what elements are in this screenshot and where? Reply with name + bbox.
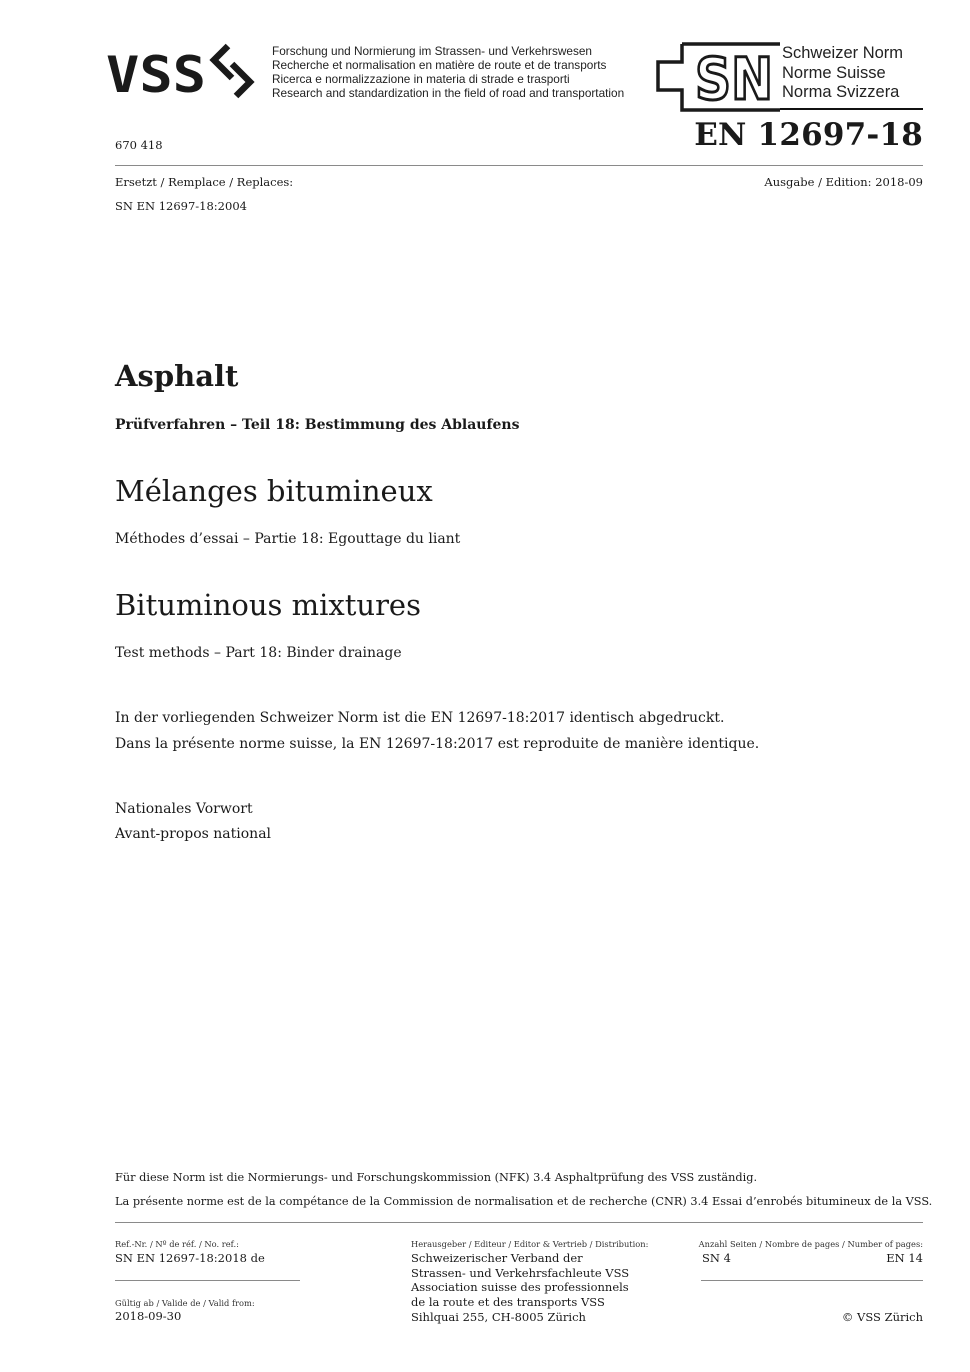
vss-tagline-line: Forschung und Normierung im Strassen- und Verkehrswesen [272, 44, 592, 58]
pages-sn: SN 4 [702, 1251, 731, 1265]
subtitle-en: Test methods – Part 18: Binder drainage [115, 645, 402, 661]
valid-from-value: 2018-09-30 [115, 1309, 182, 1323]
title-fr: Mélanges bitumineux [115, 474, 433, 508]
publisher-line: de la route et des transports VSS [411, 1295, 605, 1310]
sn-name-it: Norma Svizzera [782, 83, 900, 101]
doc-number: 670 418 [115, 138, 163, 152]
standard-id: EN 12697-18 [694, 117, 923, 153]
publisher-line: Schweizerischer Verband der [411, 1251, 583, 1265]
sn-name-de: Schweizer Norm [782, 44, 904, 62]
statement-fr: Dans la présente norme suisse, la EN 12697-18:2017 est reproduite de manière identique. [115, 736, 760, 752]
vss-logo [106, 42, 266, 100]
sn-underline [780, 108, 923, 110]
vss-tagline-line: Recherche et normalisation en matière de route et de transports [272, 58, 607, 72]
vss-tagline-line: Ricerca e normalizzazione in materia di strade e trasporti [272, 72, 570, 86]
sn-logo [656, 42, 780, 112]
responsibility-fr: La présente norme est de la compétance de la Commission de normalisation et de recherche (CNR) 3.4 Essai d’enrobés bitumineux de la VSS. [115, 1195, 933, 1208]
statement-de: In der vorliegenden Schweizer Norm ist die EN 12697-18:2017 identisch abgedruckt. [115, 710, 725, 726]
pages-label: Anzahl Seiten / Nombre de pages / Number of pages: [698, 1239, 923, 1249]
sn-name-fr: Norme Suisse [782, 63, 886, 82]
replaces-value: SN EN 12697-18:2004 [115, 199, 247, 213]
sn-logo-text: SN [695, 45, 773, 112]
pages-divider [701, 1280, 923, 1281]
replaces-label: Ersetzt / Remplace / Replaces: [115, 175, 294, 189]
publisher-line: Strassen- und Verkehrsfachleute VSS [411, 1265, 630, 1280]
pages-en: EN 14 [886, 1251, 923, 1265]
publisher-address [411, 1251, 629, 1325]
subtitle-de: Prüfverfahren – Teil 18: Bestimmung des Ablaufens [115, 417, 520, 433]
copyright: © VSS Zürich [841, 1310, 923, 1324]
title-en: Bituminous mixtures [115, 588, 421, 622]
vss-logo-text: VSS [106, 46, 206, 100]
ref-divider [115, 1280, 300, 1281]
foreword-de: Nationales Vorwort [115, 801, 253, 817]
foreword-fr: Avant-propos national [115, 826, 272, 842]
ref-value: SN EN 12697-18:2018 de [115, 1251, 265, 1265]
publisher-label: Herausgeber / Editeur / Editor & Vertrieb / Distribution: [411, 1239, 649, 1249]
publisher-line: Association suisse des professionnels [411, 1280, 629, 1295]
header-divider [115, 165, 923, 166]
footer-divider [115, 1222, 923, 1223]
valid-from-label: Gültig ab / Valide de / Valid from: [115, 1298, 255, 1308]
vss-chevron-icon [214, 46, 250, 96]
vss-tagline-line: Research and standardization in the field of road and transportation [272, 86, 625, 100]
subtitle-fr: Méthodes d’essai – Partie 18: Egouttage du liant [115, 531, 461, 547]
vss-tagline [272, 44, 624, 100]
sn-names [782, 44, 903, 103]
responsibility-de: Für diese Norm ist die Normierungs- und Forschungskommission (NFK) 3.4 Asphaltprüfung des VSS zuständig. [115, 1171, 758, 1184]
edition: Ausgabe / Edition: 2018-09 [764, 175, 923, 189]
publisher-line: Sihlquai 255, CH-8005 Zürich [411, 1309, 586, 1324]
ref-label: Ref.-Nr. / Nº de réf. / No. ref.: [115, 1239, 239, 1249]
title-de: Asphalt [115, 359, 239, 393]
